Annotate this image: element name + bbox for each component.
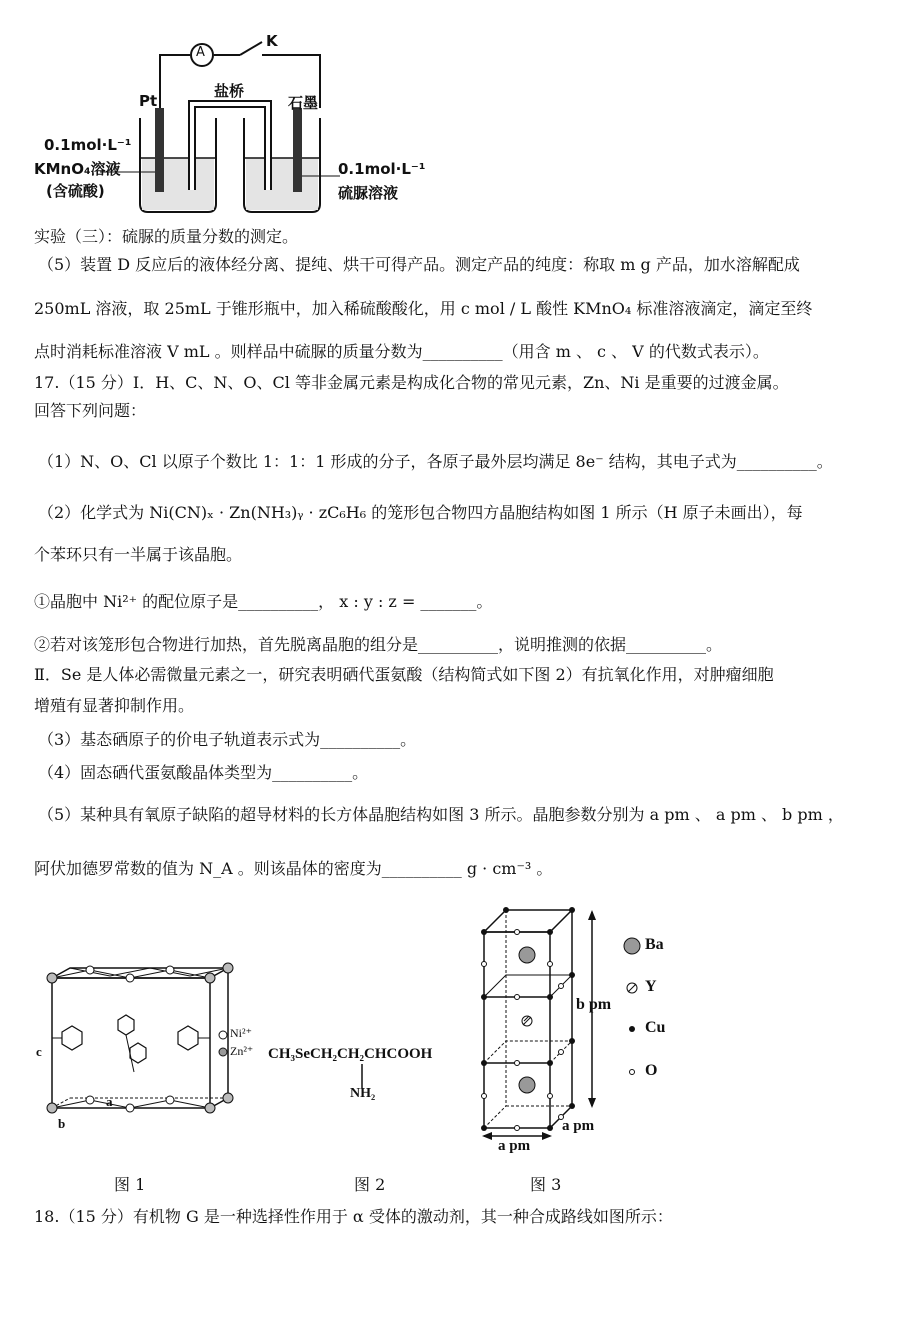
- q17-answer-prompt: 回答下列问题：: [34, 401, 147, 420]
- left-solution-name: KMnO₄溶液: [34, 160, 121, 178]
- selenomethionine-formula: CH₃SeCH₂CH₂CHCOOH: [268, 1046, 433, 1062]
- q17-2-line-2: 个苯环只有一半属于该晶胞。: [34, 545, 243, 564]
- fig1-caption: 图 1: [114, 1175, 146, 1194]
- q17-intro: 17.（15 分）Ⅰ．H、C、N、O、Cl 等非金属元素是构成化合物的常见元素，Zn、Ni 是重要的过渡金属。: [34, 373, 789, 392]
- q17-3: （3）基态硒原子的价电子轨道表示式为__________。: [38, 730, 417, 749]
- fig3-legend-y: Y: [645, 978, 657, 995]
- q18-intro: 18.（15 分）有机物 G 是一种选择性作用于 α 受体的激动剂，其一种合成路线如图所示：: [34, 1207, 673, 1226]
- q17-part-2-intro-2: 增殖有显著抑制作用。: [34, 696, 195, 715]
- fig3-legend-cu: Cu: [645, 1019, 666, 1036]
- fig3-caption: 图 3: [530, 1175, 562, 1194]
- fig1-legend-ni: Ni²⁺: [230, 1026, 252, 1040]
- amino-group: NH₂: [350, 1086, 376, 1101]
- right-solution-name: 硫脲溶液: [338, 184, 399, 202]
- q5-line-1: （5）装置 D 反应后的液体经分离、提纯、烘干可得产品。测定产品的纯度：称取 m g 产品，加水溶解配成: [38, 255, 800, 274]
- fig3-depth-label: a pm: [562, 1118, 595, 1134]
- switch-label: K: [266, 32, 278, 50]
- q17-4: （4）固态硒代蛋氨酸晶体类型为__________。: [38, 763, 369, 782]
- q17-part-2-intro: Ⅱ．Se 是人体必需微量元素之一，研究表明硒代蛋氨酸（结构简式如下图 2）有抗氧化作用，对肿瘤细胞: [34, 665, 774, 684]
- fig3-legend-markers: [622, 934, 644, 1084]
- q5-line-3: 点时消耗标准溶液 V mL 。则样品中硫脲的质量分数为__________（用含 m 、 c 、 V 的代数式表示）。: [34, 342, 769, 361]
- superconductor-unit-cell: [474, 900, 624, 1150]
- fig1-axis-b: b: [58, 1116, 66, 1131]
- fig1-legend-markers: [216, 1028, 230, 1060]
- left-solution-conc: 0.1mol·L⁻¹: [44, 136, 132, 154]
- fig3-legend-ba: Ba: [645, 936, 664, 953]
- graphite-electrode-label: 石墨: [288, 94, 319, 112]
- fig3-height-label: b pm: [576, 996, 612, 1013]
- left-solution-note: (含硫酸): [46, 182, 105, 200]
- fig2-caption: 图 2: [354, 1175, 386, 1194]
- amino-bond: [360, 1064, 364, 1088]
- right-solution-conc: 0.1mol·L⁻¹: [338, 160, 426, 178]
- q17-5-line-1: （5）某种具有氧原子缺陷的超导材料的长方体晶胞结构如图 3 所示。晶胞参数分别为 a pm 、 a pm 、 b pm ，: [38, 805, 844, 824]
- q17-2-line-1: （2）化学式为 Ni(CN)ₓ · Zn(NH₃)ᵧ · zC₆H₆ 的笼形包合物四方晶胞结构如图 1 所示（H 原子未画出），每: [38, 503, 803, 522]
- salt-bridge-label: 盐桥: [214, 82, 245, 100]
- ammeter-label: A: [196, 45, 205, 60]
- pt-electrode-label: Pt: [139, 92, 158, 110]
- fig3-width-label: a pm: [498, 1138, 531, 1154]
- fig1-axis-a: a: [106, 1094, 113, 1109]
- fig3-legend-o: O: [645, 1062, 658, 1079]
- experiment-3-heading: 实验（三）：硫脲的质量分数的测定。: [34, 227, 299, 246]
- q17-5-line-2: 阿伏加德罗常数的值为 N_A 。则该晶体的密度为__________ g · cm⁻³ 。: [34, 859, 553, 878]
- q17-2-part-1: ①晶胞中 Ni²⁺ 的配位原子是__________， x : y : z = _______。: [34, 592, 493, 611]
- q5-line-2: 250mL 溶液，取 25mL 于锥形瓶中，加入稀硫酸酸化，用 c mol / L 酸性 KMnO₄ 标准溶液滴定，滴定至终: [34, 299, 813, 318]
- q17-2-part-2: ②若对该笼形包合物进行加热，首先脱离晶胞的组分是__________，说明推测的依据__________。: [34, 635, 723, 654]
- fig1-legend-zn: Zn²⁺: [230, 1044, 254, 1058]
- fig1-axis-c: c: [36, 1044, 42, 1059]
- q17-1: （1）N、O、Cl 以原子个数比 1：1：1 形成的分子，各原子最外层均满足 8e⁻ 结构，其电子式为__________。: [38, 452, 833, 471]
